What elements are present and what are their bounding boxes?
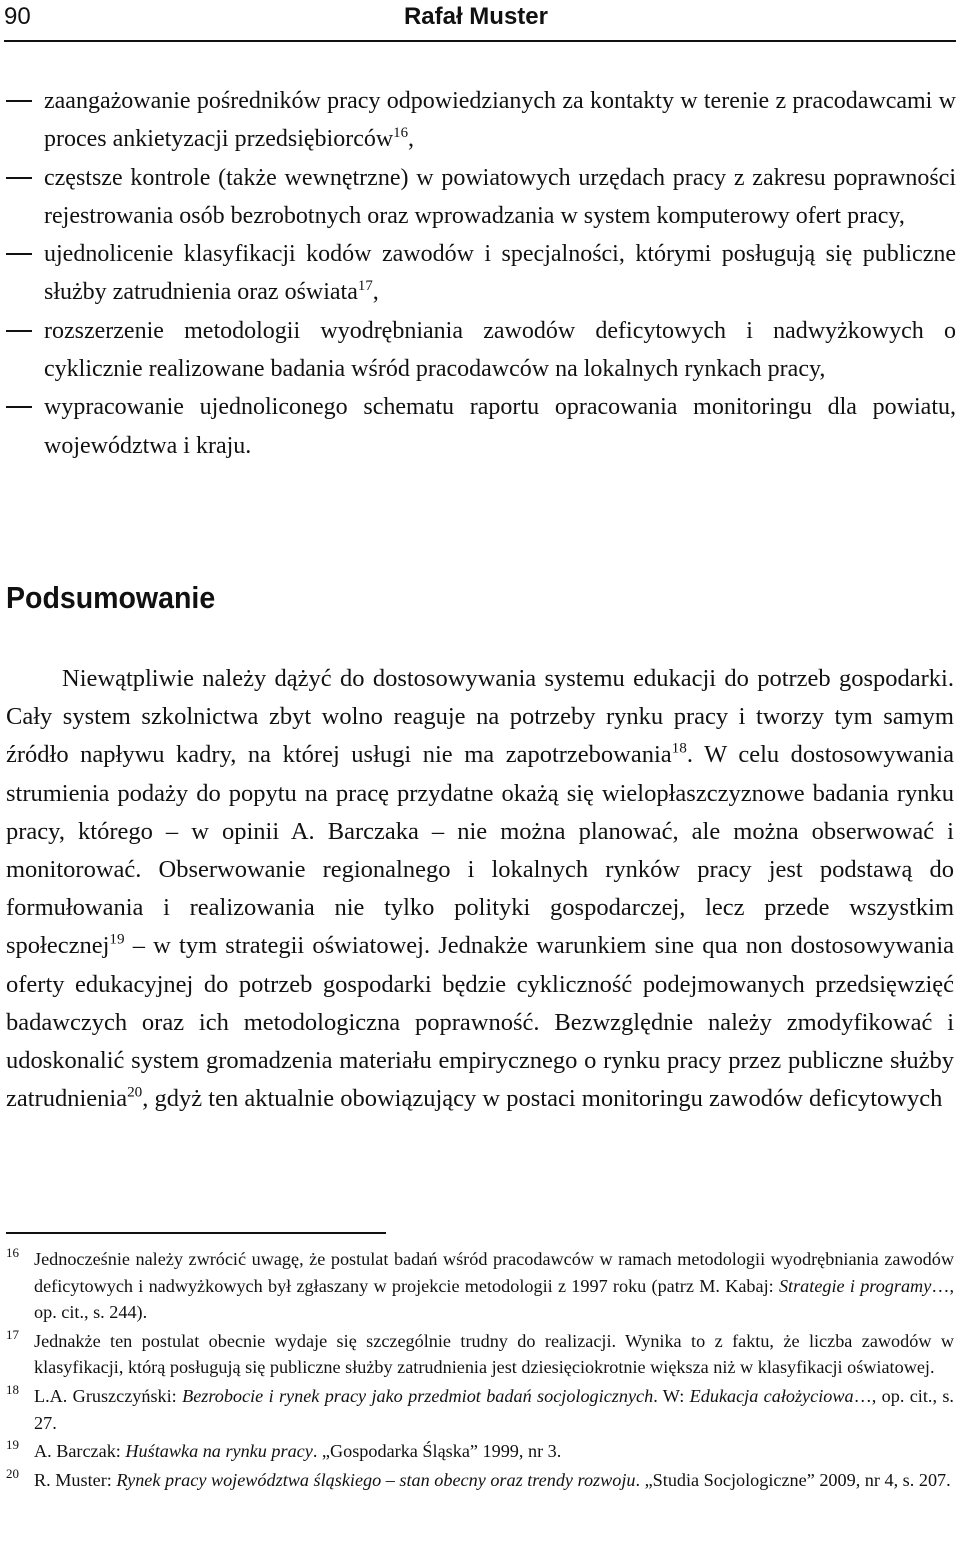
list-item-text: zaangażowanie pośredników pracy odpowiedzianych za kontakty w terenie z pracodawcami w proces ankietyzacji przedsiębiorców <box>44 88 956 153</box>
footnote-text-part: Jednocześnie należy zwrócić uwagę, że postulat badań wśród pracodawców w ramach metodologii wyodrębniania zawodów deficytowych i nadwyżkowych był zgłaszany w projekcie metodologii z 1997 roku (patrz M. Kabaj: <box>34 1249 954 1296</box>
bullet-list <box>0 82 960 465</box>
paragraph-text: – w tym strategii oświatowej. Jednakże warunkiem sine qua non dostosowywania oferty edukacyjnej do potrzeb gospodarki będzie cykliczność podejmowanych przedsięwzięć badawczych oraz ich metodologiczna poprawność. Bezwzględnie należy zmodyfikować i udoskonalić system gromadzenia materiału empirycznego o rynku pracy przez publiczne służby zatrudnienia <box>6 932 954 1113</box>
footnote-list <box>0 1246 960 1495</box>
list-item <box>0 312 956 389</box>
footnote <box>0 1328 954 1381</box>
footnote-divider <box>6 1232 386 1234</box>
dash-bullet-icon <box>6 253 32 255</box>
footnote-number: 20 <box>6 1465 19 1481</box>
paragraph-text: , gdyż ten aktualnie obowiązujący w postaci monitoringu zawodów deficytowych <box>142 1085 943 1113</box>
footnote <box>0 1467 954 1494</box>
section-heading: Podsumowanie <box>6 580 216 615</box>
footnote <box>0 1246 954 1326</box>
footnote-number: 19 <box>6 1437 19 1453</box>
dash-bullet-icon <box>6 100 32 102</box>
footnote-ref: 19 <box>109 931 125 949</box>
footnote-text-part: L.A. Gruszczyński: <box>34 1385 183 1406</box>
footnote-number: 17 <box>6 1326 19 1342</box>
footnote-text-part: A. Barczak: <box>34 1441 126 1462</box>
list-item-tail: , <box>372 279 379 306</box>
running-title: Rafał Muster <box>403 3 548 30</box>
footnote <box>0 1438 954 1465</box>
footnote-text <box>34 1249 954 1322</box>
list-item <box>0 159 956 236</box>
body-paragraph <box>6 660 954 1118</box>
list-item-tail: , <box>408 126 415 153</box>
footnote-text-part: …, op. cit., s. 27. <box>34 1385 954 1433</box>
list-item <box>0 82 956 159</box>
footnote-title: Bezrobocie i rynek pracy jako przedmiot badań socjologicznych <box>182 1385 654 1406</box>
list-item-text: ujednolicenie klasyfikacji kodów zawodów i specjalności, którymi posługują się publiczne służby zatrudnienia oraz oświata <box>44 241 956 306</box>
footnote-title: Strategie i programy <box>778 1275 932 1296</box>
footnote-title: Huśtawka na rynku pracy <box>125 1441 313 1462</box>
footnote-text-part: …, op. cit., s. 244). <box>34 1275 954 1323</box>
dash-bullet-icon <box>6 177 32 179</box>
footnote-ref: 16 <box>393 125 409 142</box>
list-item-text: rozszerzenie metodologii wyodrębniania zawodów deficytowych i nadwyżkowych o cyklicznie realizowane badania wśród pracodawców na lokalnych rynkach pracy, <box>44 317 956 383</box>
dash-bullet-icon <box>6 406 32 408</box>
footnote-text <box>34 1386 954 1433</box>
list-item-text: częstsze kontrole (także wewnętrzne) w powiatowych urzędach pracy z zakresu poprawności rejestrowania osób bezrobotnych oraz wprowadzania w system komputerowy ofert pracy, <box>44 164 956 229</box>
page-number: 90 <box>4 3 31 30</box>
footnote-text-part: . „Studia Socjologiczne” 2009, nr 4, s. 207. <box>635 1469 951 1490</box>
list-item <box>0 388 956 465</box>
list-item-text: wypracowanie ujednoliconego schematu raportu opracowania monitoringu dla powiatu, województwa i kraju. <box>44 394 956 459</box>
header-divider <box>4 40 956 42</box>
footnote-ref: 18 <box>671 740 687 757</box>
footnote-text <box>34 1331 954 1378</box>
paragraph-text: . W celu dostosowywania strumienia podaży do popytu na pracę przydatne okażą się wielopłaszczyznowe badania rynku pracy, którego – w opinii A. Barczaka – nie można planować, ale można obserwować i monitorować. Obserwowanie regionalnego i lokalnych rynków pracy jest podstawą do formułowania i realizowania nie tylko polityki gospodarczej, lecz przede wszystkim społecznej <box>6 741 954 960</box>
footnote-text <box>34 1470 951 1490</box>
footnote-text-part: Jednakże ten postulat obecnie wydaje się szczególnie trudny do realizacji. Wynika to z faktu, że liczba zawodów w klasyfikacji, którą posługują się publiczne służby zatrudnienia jest dziesięciokrotnie większa niż w klasyfikacji oświatowej. <box>34 1330 954 1378</box>
footnote-ref: 20 <box>127 1083 143 1101</box>
footnote-text-part: . W: <box>653 1385 690 1406</box>
footnote-number: 18 <box>6 1381 19 1397</box>
paragraph-text: Niewątpliwie należy dążyć do dostosowywania systemu edukacji do potrzeb gospodarki. Cały system szkolnictwa zbyt wolno reaguje na potrzeby rynku pracy i tworzy tym samym źródło napływu kadry, na której usługi nie ma zapotrzebowania <box>6 665 954 769</box>
footnote-number: 16 <box>6 1245 19 1260</box>
page-header <box>4 0 960 34</box>
footnote-title: Rynek pracy województwa śląskiego – stan obecny oraz trendy rozwoju <box>116 1469 636 1490</box>
dash-bullet-icon <box>6 330 32 332</box>
list-item <box>0 235 956 312</box>
footnote-title: Edukacja całożyciowa <box>689 1385 854 1406</box>
footnote-ref: 17 <box>357 278 373 295</box>
footnote <box>0 1383 954 1436</box>
footnote-text-part: R. Muster: <box>34 1469 117 1490</box>
footnote-text-part: . „Gospodarka Śląska” 1999, nr 3. <box>312 1441 562 1462</box>
footnote-text <box>34 1441 561 1461</box>
